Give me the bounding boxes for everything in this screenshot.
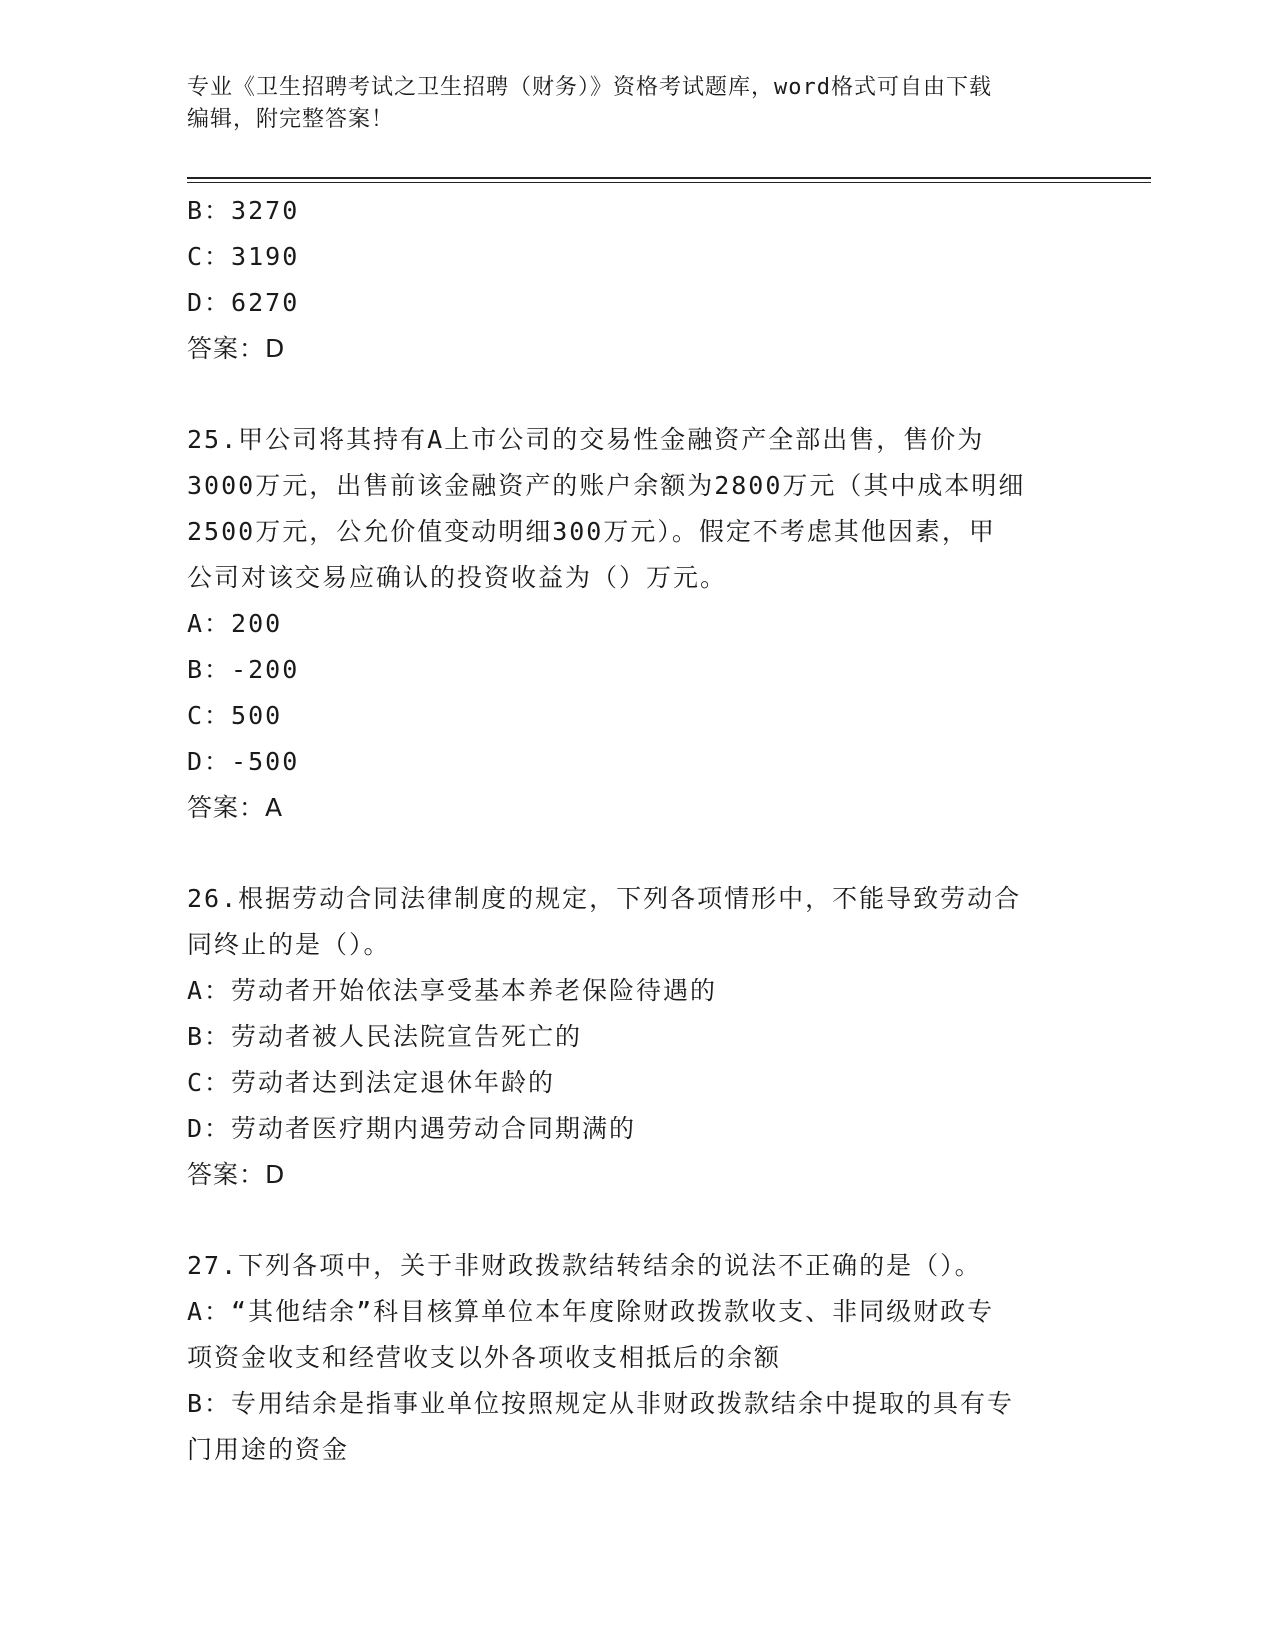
q27-option-a-line-1: A：“其他结余”科目核算单位本年度除财政拨款收支、非同级财政专 [187,1297,995,1326]
q24-option-d: D：6270 [187,288,300,317]
q24-option-c: C：3190 [187,242,300,271]
q25-answer: 答案：A [187,793,284,822]
q26-option-a: A：劳动者开始依法享受基本养老保险待遇的 [187,976,718,1005]
question-25 [187,417,1087,831]
q25-stem-line-1: 25.甲公司将其持有A上市公司的交易性金融资产全部出售，售价为 [187,425,985,454]
q27-option-a-line-2: 项资金收支和经营收支以外各项收支相抵后的余额 [187,1343,782,1372]
q27-stem-line-1: 27.下列各项中，关于非财政拨款结转结余的说法不正确的是（）。 [187,1251,982,1280]
q26-option-d: D：劳动者医疗期内遇劳动合同期满的 [187,1114,637,1143]
question-27 [187,1243,1087,1473]
spacer [187,831,1087,876]
q26-answer: 答案：D [187,1160,286,1189]
q26-option-b: B：劳动者被人民法院宣告死亡的 [187,1022,583,1051]
q25-stem-line-2: 3000万元，出售前该金融资产的账户余额为2800万元（其中成本明细 [187,471,1026,500]
q24-option-b: B：3270 [187,196,300,225]
spacer [187,1198,1087,1243]
q24-answer: 答案：D [187,334,286,363]
q27-option-b-line-1: B：专用结余是指事业单位按照规定从非财政拨款结余中提取的具有专 [187,1389,1015,1418]
q25-option-c: C：500 [187,701,283,730]
q25-stem-line-3: 2500万元，公允价值变动明细300万元）。假定不考虑其他因素，甲 [187,517,996,546]
q26-stem-line-2: 同终止的是（）。 [187,930,391,959]
q27-option-b-line-2: 门用途的资金 [187,1435,350,1464]
header-rule-thick [187,177,1151,179]
document-header [187,72,1087,136]
header-rule-thin [187,182,1151,183]
q25-option-a: A：200 [187,609,283,638]
q25-option-d: D：-500 [187,747,300,776]
q25-stem-line-4: 公司对该交易应确认的投资收益为（）万元。 [187,563,728,592]
header-line-1: 专业《卫生招聘考试之卫生招聘（财务）》资格考试题库，word格式可自由下载 [187,75,992,100]
question-content [187,188,1087,1473]
q26-stem-line-1: 26.根据劳动合同法律制度的规定，下列各项情形中，不能导致劳动合 [187,884,1022,913]
question-24-tail [187,188,1087,372]
spacer [187,372,1087,417]
q26-option-c: C：劳动者达到法定退休年龄的 [187,1068,556,1097]
header-line-2: 编辑，附完整答案！ [187,107,395,132]
question-26 [187,876,1087,1198]
q25-option-b: B：-200 [187,655,300,684]
